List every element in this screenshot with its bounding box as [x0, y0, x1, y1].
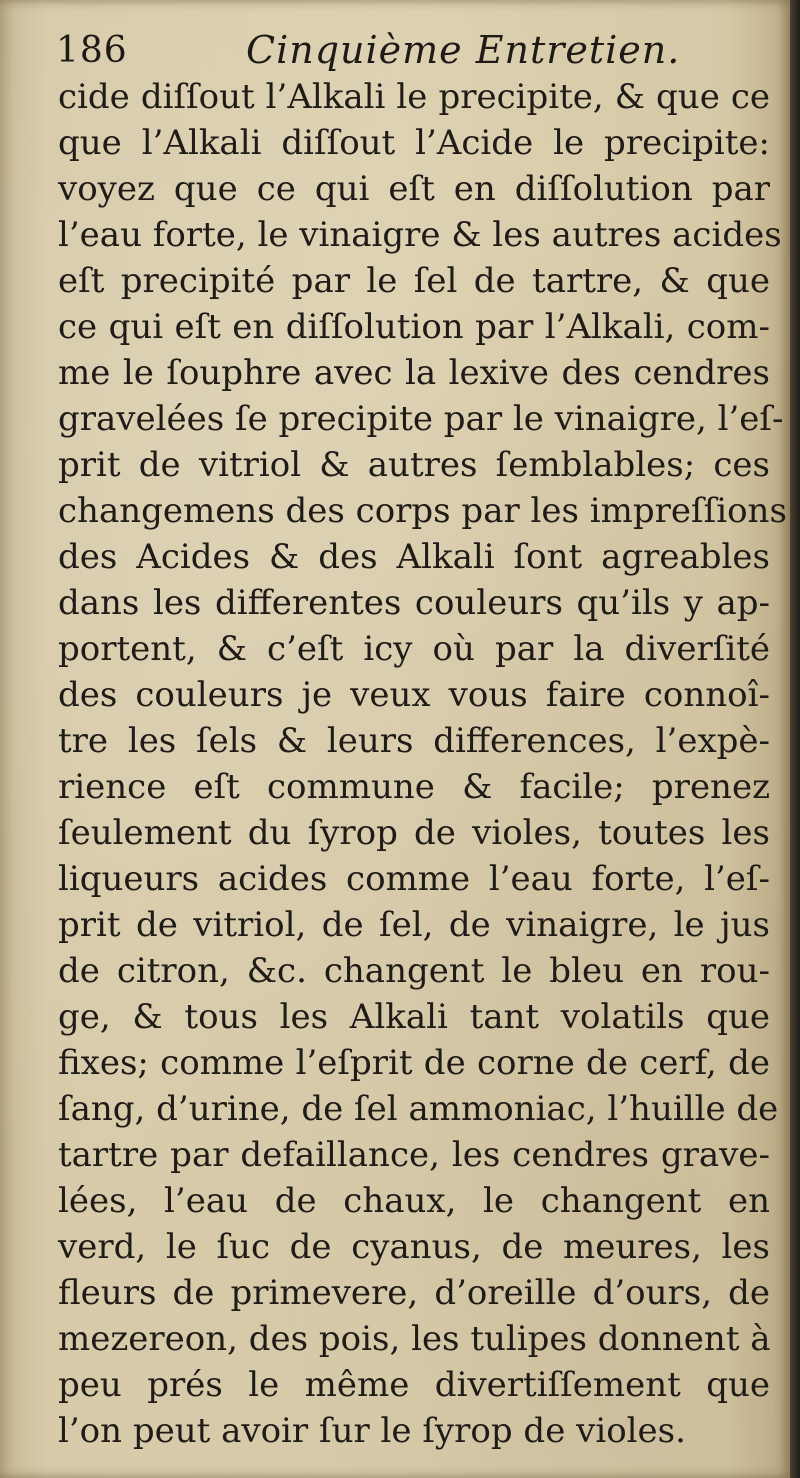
text-line: gravelées ſe precipite par le vinaigre, l’eſ-: [58, 399, 784, 439]
text-line: des Acides & des Alkali ſont agreables: [58, 537, 770, 577]
text-line: de citron, &c. changent le bleu en rou-: [58, 951, 770, 991]
text-line: l’on peut avoir ſur le ſyrop de violes.: [58, 1411, 686, 1451]
text-line: des couleurs je veux vous faire connoî-: [58, 675, 770, 715]
text-line: ſang, d’urine, de ſel ammoniac, l’huille de: [58, 1089, 779, 1129]
text-line: portent, & c’eſt icy où par la diverſité: [58, 629, 770, 669]
text-line: ce qui eſt en diſſolution par l’Alkali, com-: [58, 307, 770, 347]
text-line: me le ſouphre avec la lexive des cendres: [58, 353, 770, 393]
text-line: l’eau forte, le vinaigre & les autres acides: [58, 215, 782, 255]
text-line: fleurs de primevere, d’oreille d’ours, de: [58, 1273, 770, 1313]
text-line: ge, & tous les Alkali tant volatils que: [58, 997, 770, 1037]
text-line: voyez que ce qui eſt en diſſolution par: [58, 169, 770, 209]
body-text: [58, 74, 787, 1454]
text-line: fixes; comme l’eſprit de corne de cerf, de: [58, 1043, 770, 1083]
page-number: 186: [56, 30, 128, 71]
running-title: Cinquième Entretien.: [246, 28, 681, 72]
text-line: mezereon, des pois, les tulipes donnent à: [58, 1319, 771, 1359]
text-line: dans les differentes couleurs qu’ils y ap-: [58, 583, 770, 623]
text-line: verd, le ſuc de cyanus, de meures, les: [58, 1227, 770, 1267]
text-line: tre les ſels & leurs differences, l’expè-: [58, 721, 770, 761]
text-line: cide diſſout l’Alkali le precipite, & que ce: [58, 77, 770, 117]
text-line: liqueurs acides comme l’eau forte, l’eſ-: [58, 859, 770, 899]
page-edge-shadow: [790, 0, 800, 1478]
text-line: lées, l’eau de chaux, le changent en: [58, 1181, 770, 1221]
text-line: peu prés le même divertiſſement que: [58, 1365, 770, 1405]
text-line: rience eſt commune & facile; prenez: [58, 767, 770, 807]
text-line: tartre par defaillance, les cendres grave-: [58, 1135, 770, 1175]
text-line: ſeulement du ſyrop de violes, toutes les: [58, 813, 770, 853]
text-line: prit de vitriol, de ſel, de vinaigre, le jus: [58, 905, 770, 945]
text-line: changemens des corps par les impreſſions: [58, 491, 787, 531]
text-line: eſt precipité par le ſel de tartre, & que: [58, 261, 770, 301]
page-header: [56, 20, 756, 80]
text-line: que l’Alkali diſſout l’Acide le precipite:: [58, 123, 770, 163]
text-line: prit de vitriol & autres ſemblables; ces: [58, 445, 770, 485]
